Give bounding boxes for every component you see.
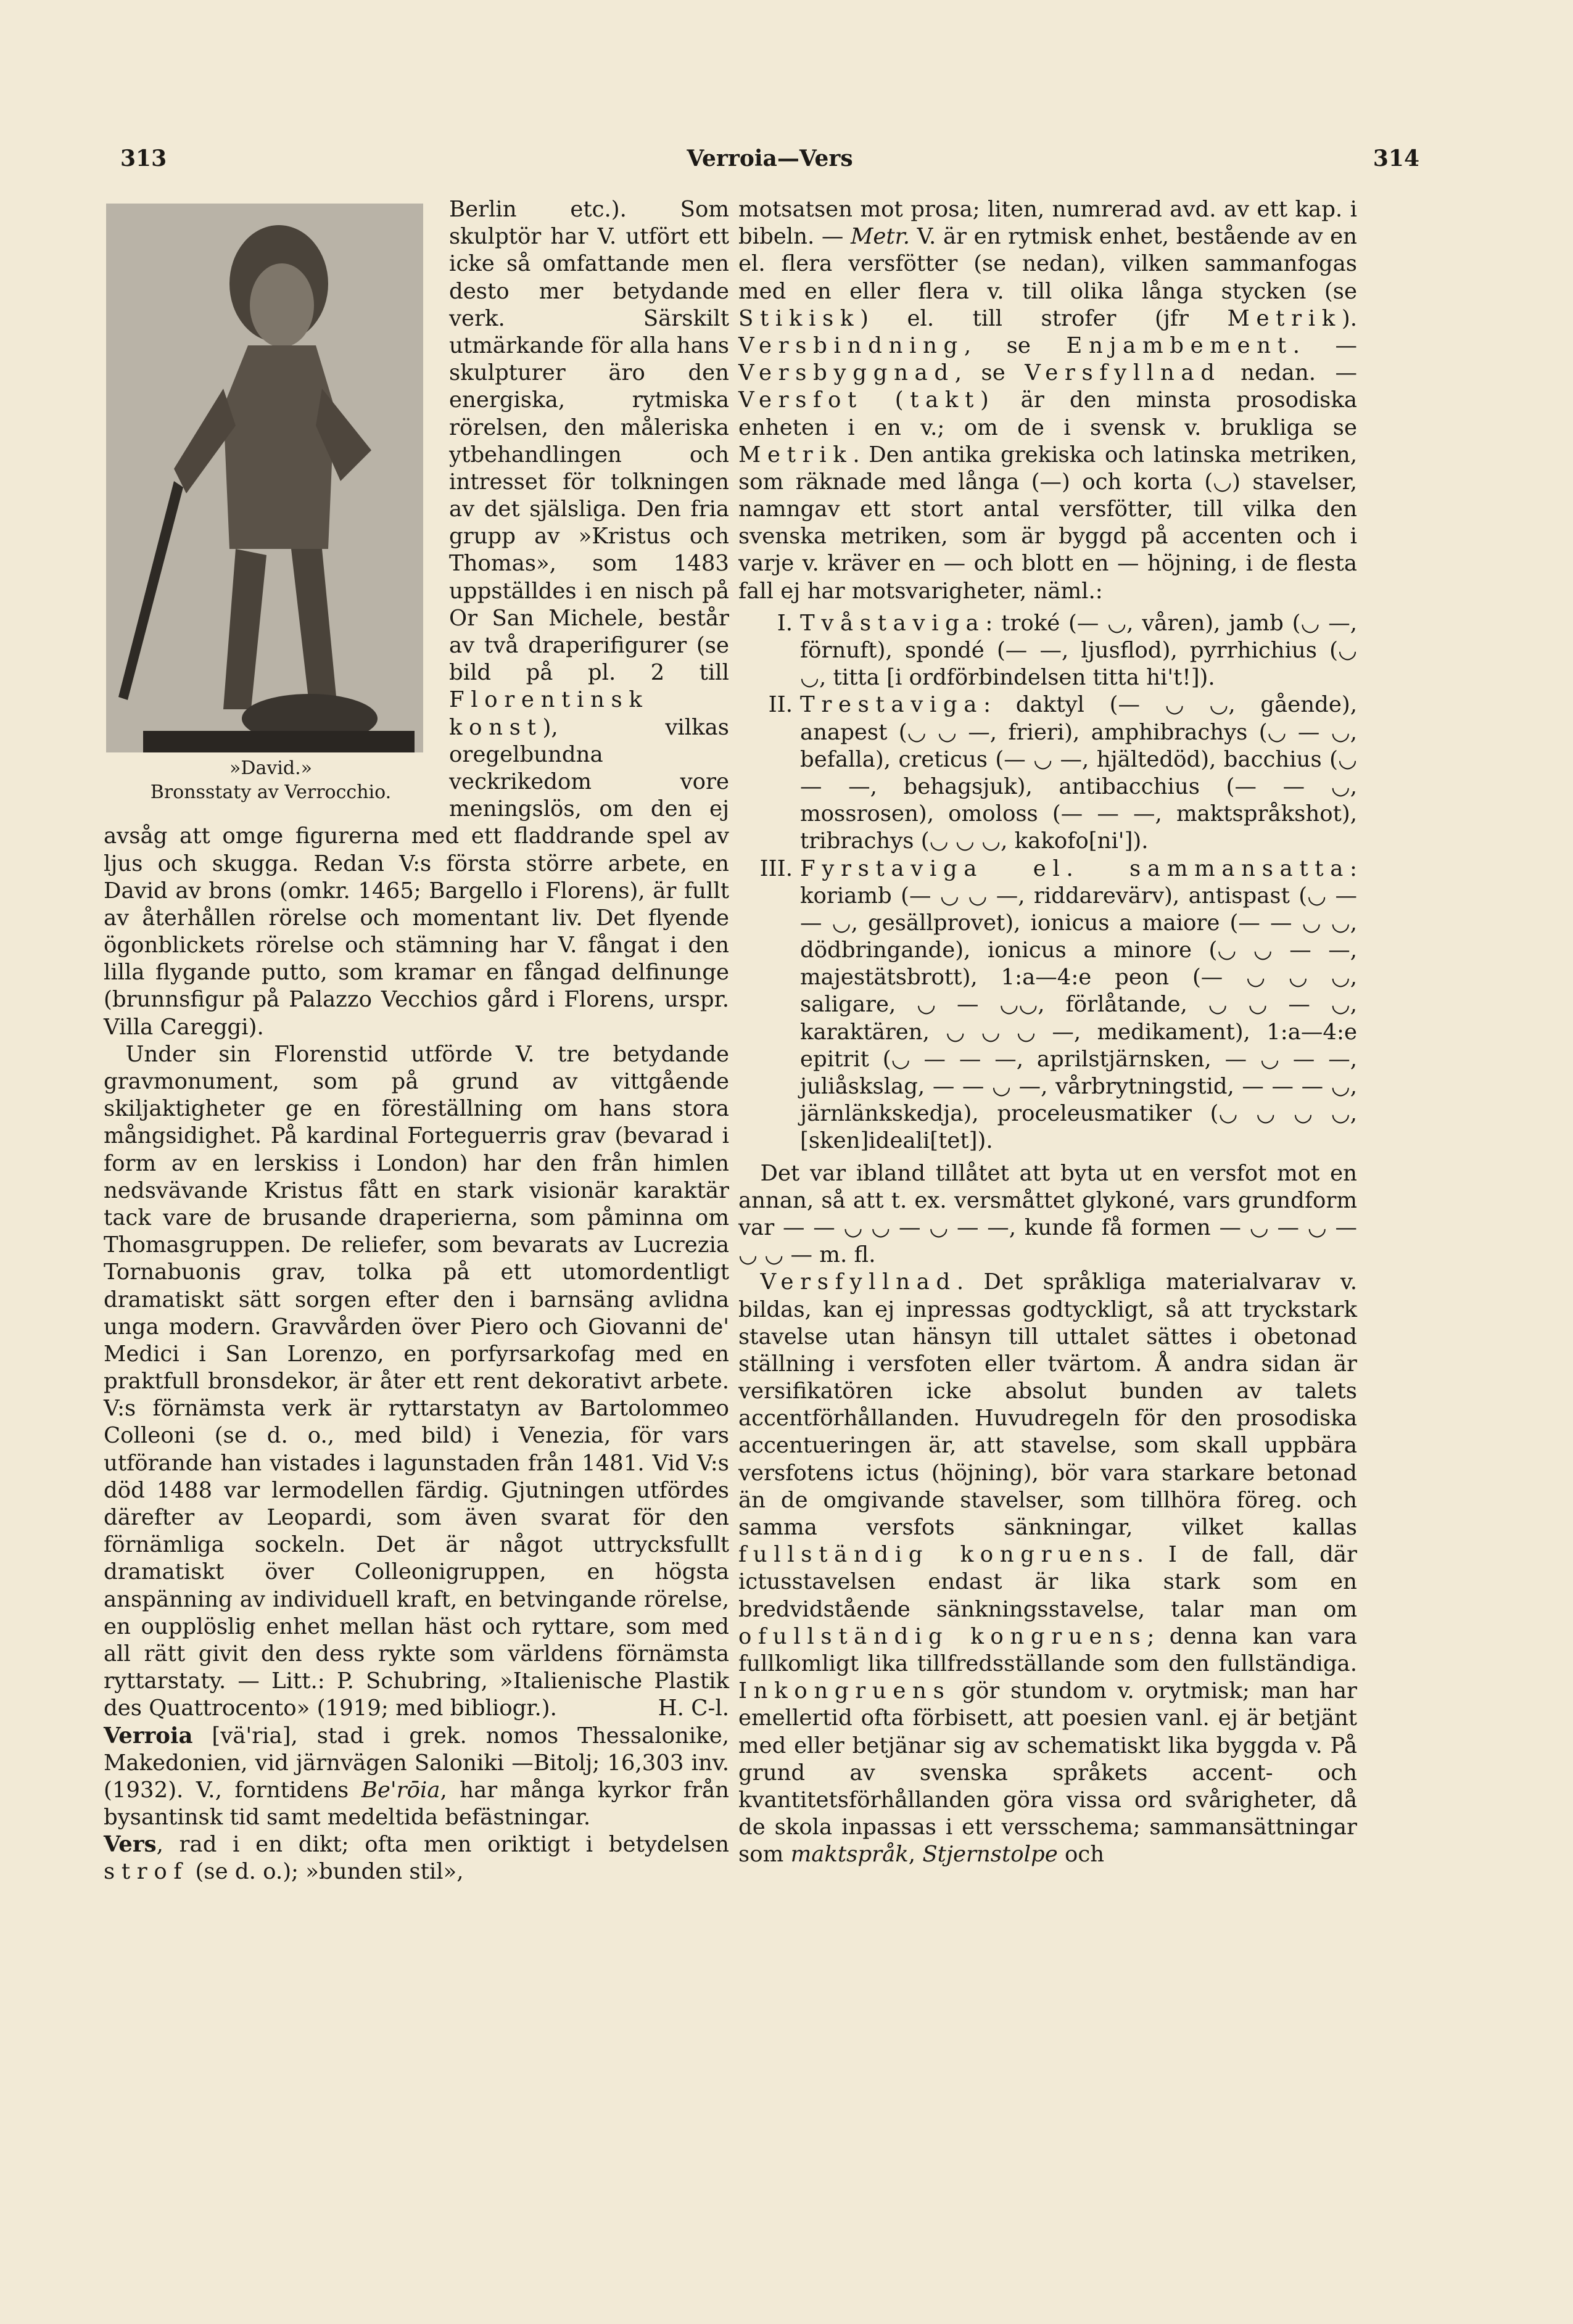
term: fullständig kongruens xyxy=(738,1542,1137,1568)
figure-david xyxy=(104,196,438,804)
paragraph-glykone xyxy=(738,1160,1357,1269)
list-text: : troké (— ◡, våren), jamb (◡ —, förnuft), spondé (— —, ljusflod), pyrrhichius (◡ ◡, titta [i ordförbindelsen titta hi't!]). xyxy=(800,610,1357,691)
text: . Den antika grekiska och latinska metriken, som räknade med långa (—) och korta (◡) stavelser, namngav ett stort antal versfötter, till vilka den svenska metriken, som är byggd på accenten och i varje v. kräver en — och blott en — höjning, i de flesta fall ej har motsvarigheter, näml.: xyxy=(738,442,1357,604)
text: [vä'ria], stad i grek. nomos Thessalonike, Makedonien, vid järnvägen Saloniki —Bitolj; 16,303 inv. (1932). V., forntidens xyxy=(104,1723,729,1803)
text: ), vilkas oregelbundna veckrikedom vore meningslös, om den ej avsåg att omge figurerna med ett fladdrande spel av ljus och skugga. Redan V:s första större arbete, en David av brons (omkr. 1465; Bargello i Florens), är fullt av återhållen rörelse och momentant liv. Det flyende ögonblickets rörelse och stämning har V. fångat i den lilla flygande putto, som kramar en fångad delfinunge (brunnsfigur på Palazzo Vecchios gård i Florens, urspr. Villa Careggi). xyxy=(104,714,729,1040)
crossref: strof xyxy=(104,1859,189,1885)
text: , se xyxy=(954,360,1005,386)
list-body xyxy=(800,610,1357,692)
versfot-list xyxy=(738,610,1357,1155)
italic-term: maktspråk xyxy=(790,1842,909,1868)
text: ; denna kan vara fullkomligt lika tillfredsställande som den fullständiga. xyxy=(738,1623,1357,1676)
entry-vers xyxy=(104,1831,729,1885)
text: är den minsta prosodiska enheten i en v.; om de i svensk v. brukliga se xyxy=(738,387,1357,440)
text: Under sin Florenstid utförde V. tre betydande gravmonument, som på grund av vittgående skiljaktigheter ge en föreställning om hans stora mångsidighet. På kardinal Forteguerris grav (bevarad i form av en lerskiss i London) har den från himlen nedsvävande Kristus fått en stark visionär karaktär tack vare de brusande draperierna, som påminna om Thomasgruppen. De reliefer, som bevarats av Lucrezia Tornabuonis grav, tolka på ett utomordentligt dramatiskt sätt sorgen efter den i barnsäng avlidna unga modern. Gravvården över Piero och Giovanni de' Medici i San Lorenzo, en porfyrsarkofag med en praktfull bronsdekor, är åter ett rent dekorativt arbete. V:s förnämsta verk är ryttarstatyn av Bartolommeo Colleoni (se d. o., med bild) i Venezia, för vars utförande han vistades i lagunstaden från 1481. Vid V:s död 1488 var lermodellen färdig. Gjutningen utfördes därefter av Leopardi, som även svarat för den förnämliga sockeln. Det är något uttrycksfullt dramatiskt över Colleonigruppen, en högsta anspänning av individuell kraft, en betvingande rörelse, en oupplöslig enhet mellan häst och ryttare, som med all rätt givit den dess rykte som världens förnämsta ryttarstaty. — Litt.: P. Schubring, »Italienische Plastik des Quattrocento» (1919; med bibliogr.). xyxy=(104,1041,729,1721)
list-number: I. xyxy=(777,610,793,636)
list-text: : koriamb (— ◡ ◡ —, riddarevärv), antispast (◡ — — ◡, gesällprovet), ionicus a maiore (— — ◡ ◡, dödbringande), ionicus a minore (◡ ◡ — —, majestätsbrott), 1:a—4:e peon (— ◡ ◡ ◡, saligare, ◡ — ◡◡, förlåtande, ◡ ◡ — ◡, karaktären, ◡ ◡ ◡ —, medikament), 1:a—4:e epitrit (◡ — — —, aprilstjärnsken, — ◡ — —, juliåskslag, — — ◡ —, vårbrytningstid, — — — ◡, järnlänkskedja), proceleusmatiker (◡ ◡ ◡ ◡, [sken]ideali[tet]). xyxy=(800,855,1357,1154)
crossref: Enjambement xyxy=(1066,332,1293,358)
text: motsatsen mot prosa; liten, numrerad avd. av ett kap. i bibeln. — xyxy=(738,197,1357,250)
caption-subtitle: Bronsstaty av Verrocchio. xyxy=(150,781,392,803)
italic-term: Stjernstolpe xyxy=(922,1842,1058,1868)
page-header xyxy=(120,146,1419,183)
text: nedan. — xyxy=(1241,360,1357,386)
right-column xyxy=(738,196,1357,1868)
crossref: Versbindning xyxy=(738,332,964,358)
page-number-right: 314 xyxy=(1373,146,1419,171)
term: ofullständig kongruens xyxy=(738,1623,1147,1649)
crossref: Florentinsk konst xyxy=(449,687,649,740)
list-body xyxy=(800,855,1357,1155)
crossref: Versfot (takt) xyxy=(738,387,996,413)
text: , rad i en dikt; ofta men oriktigt i betydelsen xyxy=(156,1832,729,1858)
text: , se xyxy=(964,332,1031,358)
text: . — xyxy=(1292,332,1357,358)
list-number: III. xyxy=(759,855,793,881)
italic-term: Be'rōia xyxy=(361,1777,440,1803)
text: , har många kyrkor från bysantinsk tid samt medeltida befästningar. xyxy=(104,1777,730,1831)
text: gör stundom v. orytmisk; man har emellertid ofta förbisett, att poesien vanl. ej är betjänt med eller betjänar sig av schematiskt lika byggda v. På grund av svenska språkets accent- och kvantitetsförhållanden göra vissa ord svårigheter, då de skola inpassas i ett versschema; sammansättningar som xyxy=(738,1678,1357,1868)
text: V. är en rytmisk enhet, bestående av en el. flera versfötter (se nedan), vilken sammanfogas med en eller flera v. till olika långa stycken (se xyxy=(738,224,1357,304)
list-head: Fyrstaviga el. sammansatta xyxy=(800,855,1350,881)
term: Inkongruens xyxy=(738,1678,951,1704)
left-column xyxy=(104,196,729,1886)
crossref: Stikisk xyxy=(738,305,861,331)
page-number-left: 313 xyxy=(120,146,167,171)
statue-photo xyxy=(106,204,423,752)
signature: H. C-l. xyxy=(658,1696,729,1721)
text: och xyxy=(1065,1842,1105,1868)
text: Det var ibland tillåtet att byta ut en versfot mot en annan, så att t. ex. versmåttet glykoné, vars grundform var — — ◡ ◡ — ◡ — —, kunde få formen — ◡ — ◡ — ◡ ◡ — m. fl. xyxy=(738,1160,1357,1268)
list-item xyxy=(738,691,1357,855)
headword: Verroia xyxy=(104,1723,193,1749)
list-text: : daktyl (— ◡ ◡, gående), anapest (◡ ◡ —, frieri), amphibrachys (◡ — ◡, befalla), creticus (— ◡ —, hjältedöd), bacchius (◡ — —, behagsjuk), antibacchius (— — ◡, mossrosen), omoloss (— — —, maktspråkshot), tribrachys (◡ ◡ ◡, kakofo[ni']). xyxy=(800,692,1357,854)
crossref: Versbyggnad xyxy=(738,360,955,386)
entry-verroia xyxy=(104,1723,729,1832)
paragraph-versfyllnad xyxy=(738,1269,1357,1868)
text: (se d. o.); »bunden stil», xyxy=(195,1859,464,1885)
text: , xyxy=(908,1842,916,1868)
paragraph-2 xyxy=(104,1041,729,1723)
figure-caption xyxy=(104,756,438,804)
italic-term: Metr. xyxy=(851,224,910,250)
text: Berlin etc.). Som skulptör har V. utfört ett icke så omfattande men desto mer betydande verk. Särskilt utmärkande för alla hans skulpturer äro den energiska, rytmiska rörelsen, den måleriska ytbehandlingen och intresset för tolkningen av det själsliga. Den fria grupp av »Kristus och Thomas», som 1483 uppställdes i en nisch på Or San Michele, består av två draperifigurer (se bild på pl. 2 till xyxy=(449,197,729,686)
list-number: II. xyxy=(768,692,793,718)
running-title: Verroia—Vers xyxy=(687,146,853,171)
list-head: Tvåstaviga xyxy=(800,610,986,636)
caption-title: »David.» xyxy=(229,757,312,779)
david-statue-illustration xyxy=(106,204,423,752)
list-head: Trestaviga xyxy=(800,692,984,718)
paragraph-vers-cont xyxy=(738,196,1357,605)
list-item xyxy=(738,855,1357,1155)
headword: Vers xyxy=(104,1832,157,1858)
crossref: Metrik xyxy=(738,442,853,468)
text: ). xyxy=(1341,305,1358,331)
text: . I de fall, där ictusstavelsen endast är lika stark som en bredvidstående sänkningsstavelse, talar man om xyxy=(738,1542,1358,1622)
crossref: Versfyllnad xyxy=(1025,360,1221,386)
list-body xyxy=(800,691,1357,855)
text: ) el. till strofer (jfr xyxy=(860,305,1189,331)
text: . Det språkliga materialvarav v. bildas, kan ej inpressas godtyckligt, så att tryckstark stavelse utan hänsyn till uttalet sättes i obetonad ställning i versfoten eller tvärtom. Å andra sidan är versifikatören icke absolut bunden av talets accentförhållanden. Huvudregeln för den prosodiska accentueringen är, att stavelse, som skall uppbära versfotens ictus (höjning), bör vara starkare betonad än de omgivande stavelser, som tillhöra föreg. och samma versfots sänkningar, vilket kallas xyxy=(738,1269,1357,1540)
list-item xyxy=(738,610,1357,692)
crossref: Metrik xyxy=(1227,305,1342,331)
headword: Versfyllnad xyxy=(760,1269,957,1295)
